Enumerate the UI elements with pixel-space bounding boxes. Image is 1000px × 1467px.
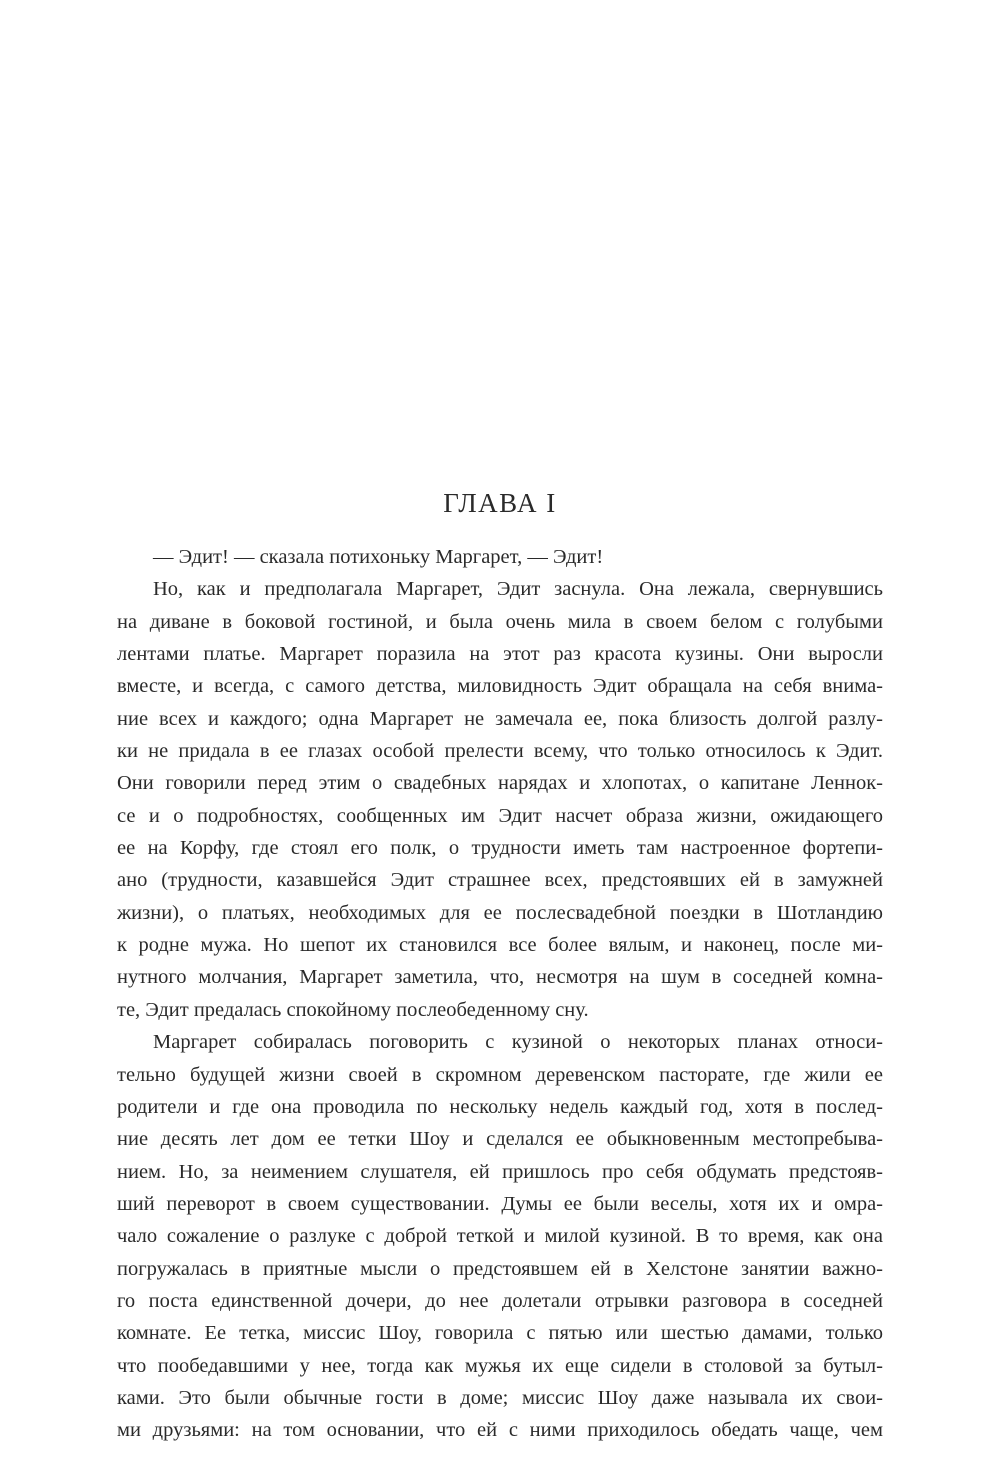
text-line: комнате. Ее тетка, миссис Шоу, говорила с пятью или шестью дамами, только <box>117 1322 883 1345</box>
text-line: ми друзьями: на том основании, что ей с ними приходилось обедать чаще, чем <box>117 1419 883 1442</box>
text-line: ки не придала в ее глазах особой прелести всему, что только относилось к Эдит. <box>117 740 883 763</box>
text-line: Они говорили перед этим о свадебных нарядах и хлопотах, о капитане Леннок- <box>117 772 883 795</box>
text-line: жизни), о платьях, необходимых для ее послесвадебной поездки в Шотландию <box>117 901 883 924</box>
text-line: ший переворот в своем существовании. Думы ее были веселы, хотя их и омра- <box>117 1192 883 1215</box>
text-line: тельно будущей жизни своей в скромном деревенском пасторате, где жили ее <box>117 1063 883 1086</box>
text-line: что пообедавшими у нее, тогда как мужья их еще сидели в столовой за бутыл- <box>117 1354 883 1377</box>
text-line: се и о подробностях, сообщенных им Эдит насчет образа жизни, ожидающего <box>117 804 883 827</box>
text-line: Маргарет собиралась поговорить с кузиной о некоторых планах относи- <box>153 1031 883 1054</box>
text-line: те, Эдит предалась спокойному послеобеденному сну. <box>117 998 589 1021</box>
text-line: ние десять лет дом ее тетки Шоу и сделался ее обыкновенным местопребыва- <box>117 1128 883 1151</box>
text-line: ками. Это были обычные гости в доме; миссис Шоу даже называла их свои- <box>117 1386 883 1409</box>
text-line: погружалась в приятные мысли о предстоявшем ей в Хелстоне занятии важно- <box>117 1257 883 1280</box>
text-line: к родне мужа. Но шепот их становился все более вялым, и наконец, после ми- <box>117 934 883 957</box>
text-line: го поста единственной дочери, до нее долетали отрывки разговора в соседней <box>117 1289 883 1312</box>
text-line: ано (трудности, казавшейся Эдит страшнее всех, предстоявших ей в замужней <box>117 869 883 892</box>
text-line: нием. Но, за неимением слушателя, ей пришлось про себя обдумать предстояв- <box>117 1160 883 1183</box>
text-line: лентами платье. Маргарет поразила на этот раз красота кузины. Они выросли <box>117 643 883 666</box>
text-line: ее на Корфу, где стоял его полк, о трудности иметь там настроенное фортепи- <box>117 837 883 860</box>
text-line: — Эдит! — сказала потихоньку Маргарет, — Эдит! <box>153 546 604 568</box>
body-text <box>117 541 883 1447</box>
chapter-title: ГЛАВА I <box>443 488 557 518</box>
text-line: Но, как и предполагала Маргарет, Эдит заснула. Она лежала, свернувшись <box>153 578 883 601</box>
text-line: ние всех и каждого; одна Маргарет не замечала ее, пока близость долгой разлу- <box>117 707 883 730</box>
text-line: вместе, и всегда, с самого детства, миловидность Эдит обращала на себя внима- <box>117 675 883 698</box>
text-line: на диване в боковой гостиной, и была очень мила в своем белом с голубыми <box>117 610 883 633</box>
text-line: родители и где она проводила по нескольку недель каждый год, хотя в послед- <box>117 1095 883 1118</box>
text-line: чало сожаление о разлуке с доброй теткой и милой кузиной. В то время, как она <box>117 1225 883 1248</box>
text-line: нутного молчания, Маргарет заметила, что, несмотря на шум в соседней комна- <box>117 966 883 989</box>
